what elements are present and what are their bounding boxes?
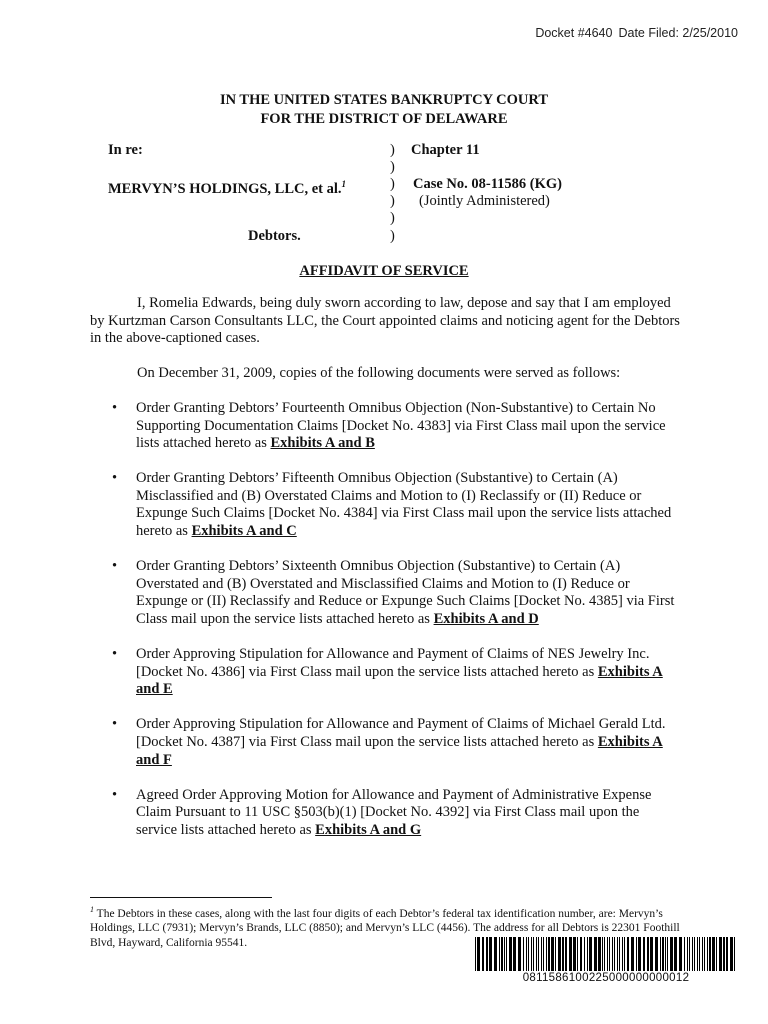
footnote-marker: 1 (341, 179, 347, 189)
footnote-mark: 1 (90, 905, 94, 914)
list-item (112, 558, 680, 628)
bullet-icon: • (112, 400, 118, 416)
debtors-label: Debtors. (248, 228, 301, 244)
document-title: AFFIDAVIT OF SERVICE (299, 263, 469, 279)
document-description: Order Granting Debtors’ Fifteenth Omnibus Objection (Substantive) to Certain (A) Misclassified and (B) Overstated Claims and Motion to (I) Reclassify or (II) Reduce or Expunge Such Claims [Docket No. 4384] via First Class mail upon the service lists attached hereto as (136, 470, 672, 540)
debtor-name-text: MERVYN’S HOLDINGS, LLC, et al. (108, 180, 342, 197)
document-description: Order Granting Debtors’ Fourteenth Omnibus Objection (Non-Substantive) to Certain No Supporting Documentation Claims [Docket No. 4383] via First Class mail upon the service lists attached hereto as (136, 400, 666, 452)
case-number: Case No. 08-11586 (KG) (413, 176, 563, 192)
list-item (112, 646, 680, 699)
exhibits-reference: Exhibits A and E (136, 663, 663, 698)
document-description: Order Granting Debtors’ Sixteenth Omnibus Objection (Substantive) to Certain (A) Overstated and (B) Overstated and Misclassified Claims and Motion to (I) Reduce or Expunge or (II) Reclassify and Reduce or Expunge Such Claims [Docket No. 4385] via First Class mail upon the service lists attached hereto as (136, 558, 675, 627)
list-item (112, 470, 680, 540)
caption-paren: ) (390, 142, 395, 158)
date-filed: Date Filed: 2/25/2010 (618, 26, 738, 40)
document-description: Agreed Order Approving Motion for Allowance and Payment of Administrative Expense Claim Pursuant to 11 USC §503(b)(1) [Docket No. 4392] via First Class mail upon the service lists attached hereto as (136, 786, 652, 838)
caption-paren: ) (390, 159, 395, 175)
caption-paren: ) (390, 176, 395, 192)
barcode-number: 0811586100225000000000012 (522, 972, 690, 984)
debtor-name (108, 176, 346, 198)
caption-paren: ) (390, 228, 395, 244)
exhibits-reference: Exhibits A and C (191, 523, 297, 540)
court-name: IN THE UNITED STATES BANKRUPTCY COURT (219, 92, 549, 108)
in-re-label: In re: (108, 142, 143, 158)
bullet-icon: • (112, 558, 118, 575)
docket-header (480, 26, 738, 40)
exhibits-reference: Exhibits A and B (270, 435, 375, 452)
barcode-graphic (473, 937, 739, 971)
served-documents-list (112, 400, 680, 857)
list-item (112, 400, 680, 453)
footnote-divider (90, 897, 272, 898)
exhibits-reference: Exhibits A and F (136, 733, 663, 768)
list-item (112, 716, 680, 769)
document-description: Order Approving Stipulation for Allowance and Payment of Claims of Michael Gerald Ltd. [Docket No. 4387] via First Class mail upon the service lists attached hereto as (136, 716, 666, 750)
court-heading (0, 91, 768, 129)
barcode (473, 937, 739, 971)
caption-paren: ) (390, 193, 395, 209)
chapter-label: Chapter 11 (411, 142, 480, 158)
bullet-icon: • (112, 470, 118, 487)
docket-number: Docket #4640 (535, 26, 613, 40)
jointly-administered: (Jointly Administered) (419, 193, 550, 209)
caption-paren: ) (390, 210, 395, 226)
list-item (112, 787, 680, 840)
exhibits-reference: Exhibits A and G (315, 821, 422, 838)
document-description: Order Approving Stipulation for Allowance and Payment of Claims of NES Jewelry Inc. [Docket No. 4386] via First Class mail upon the service lists attached hereto as (136, 646, 650, 680)
bullet-icon: • (112, 716, 118, 733)
footnote-text: The Debtors in these cases, along with the last four digits of each Debtor’s federal tax identification number, are: Mervyn’s Holdings, LLC (7931); Mervyn’s Brands, LLC (8850); and Mervyn’s LLC (4456). The address for all Debtors is 22301 Foothill Blvd, Hayward, California 95541. (90, 907, 680, 949)
intro-paragraph: I, Romelia Edwards, being duly sworn according to law, depose and say that I am employed by Kurtzman Carson Consultants LLC, the Court appointed claims and noticing agent for the Debtors in the above-captioned cases. (90, 295, 680, 347)
bullet-icon: • (112, 786, 118, 803)
court-district: FOR THE DISTRICT OF DELAWARE (260, 111, 508, 127)
service-intro: On December 31, 2009, copies of the following documents were served as follows: (137, 365, 621, 381)
exhibits-reference: Exhibits A and D (433, 610, 539, 627)
bullet-icon: • (112, 646, 118, 663)
